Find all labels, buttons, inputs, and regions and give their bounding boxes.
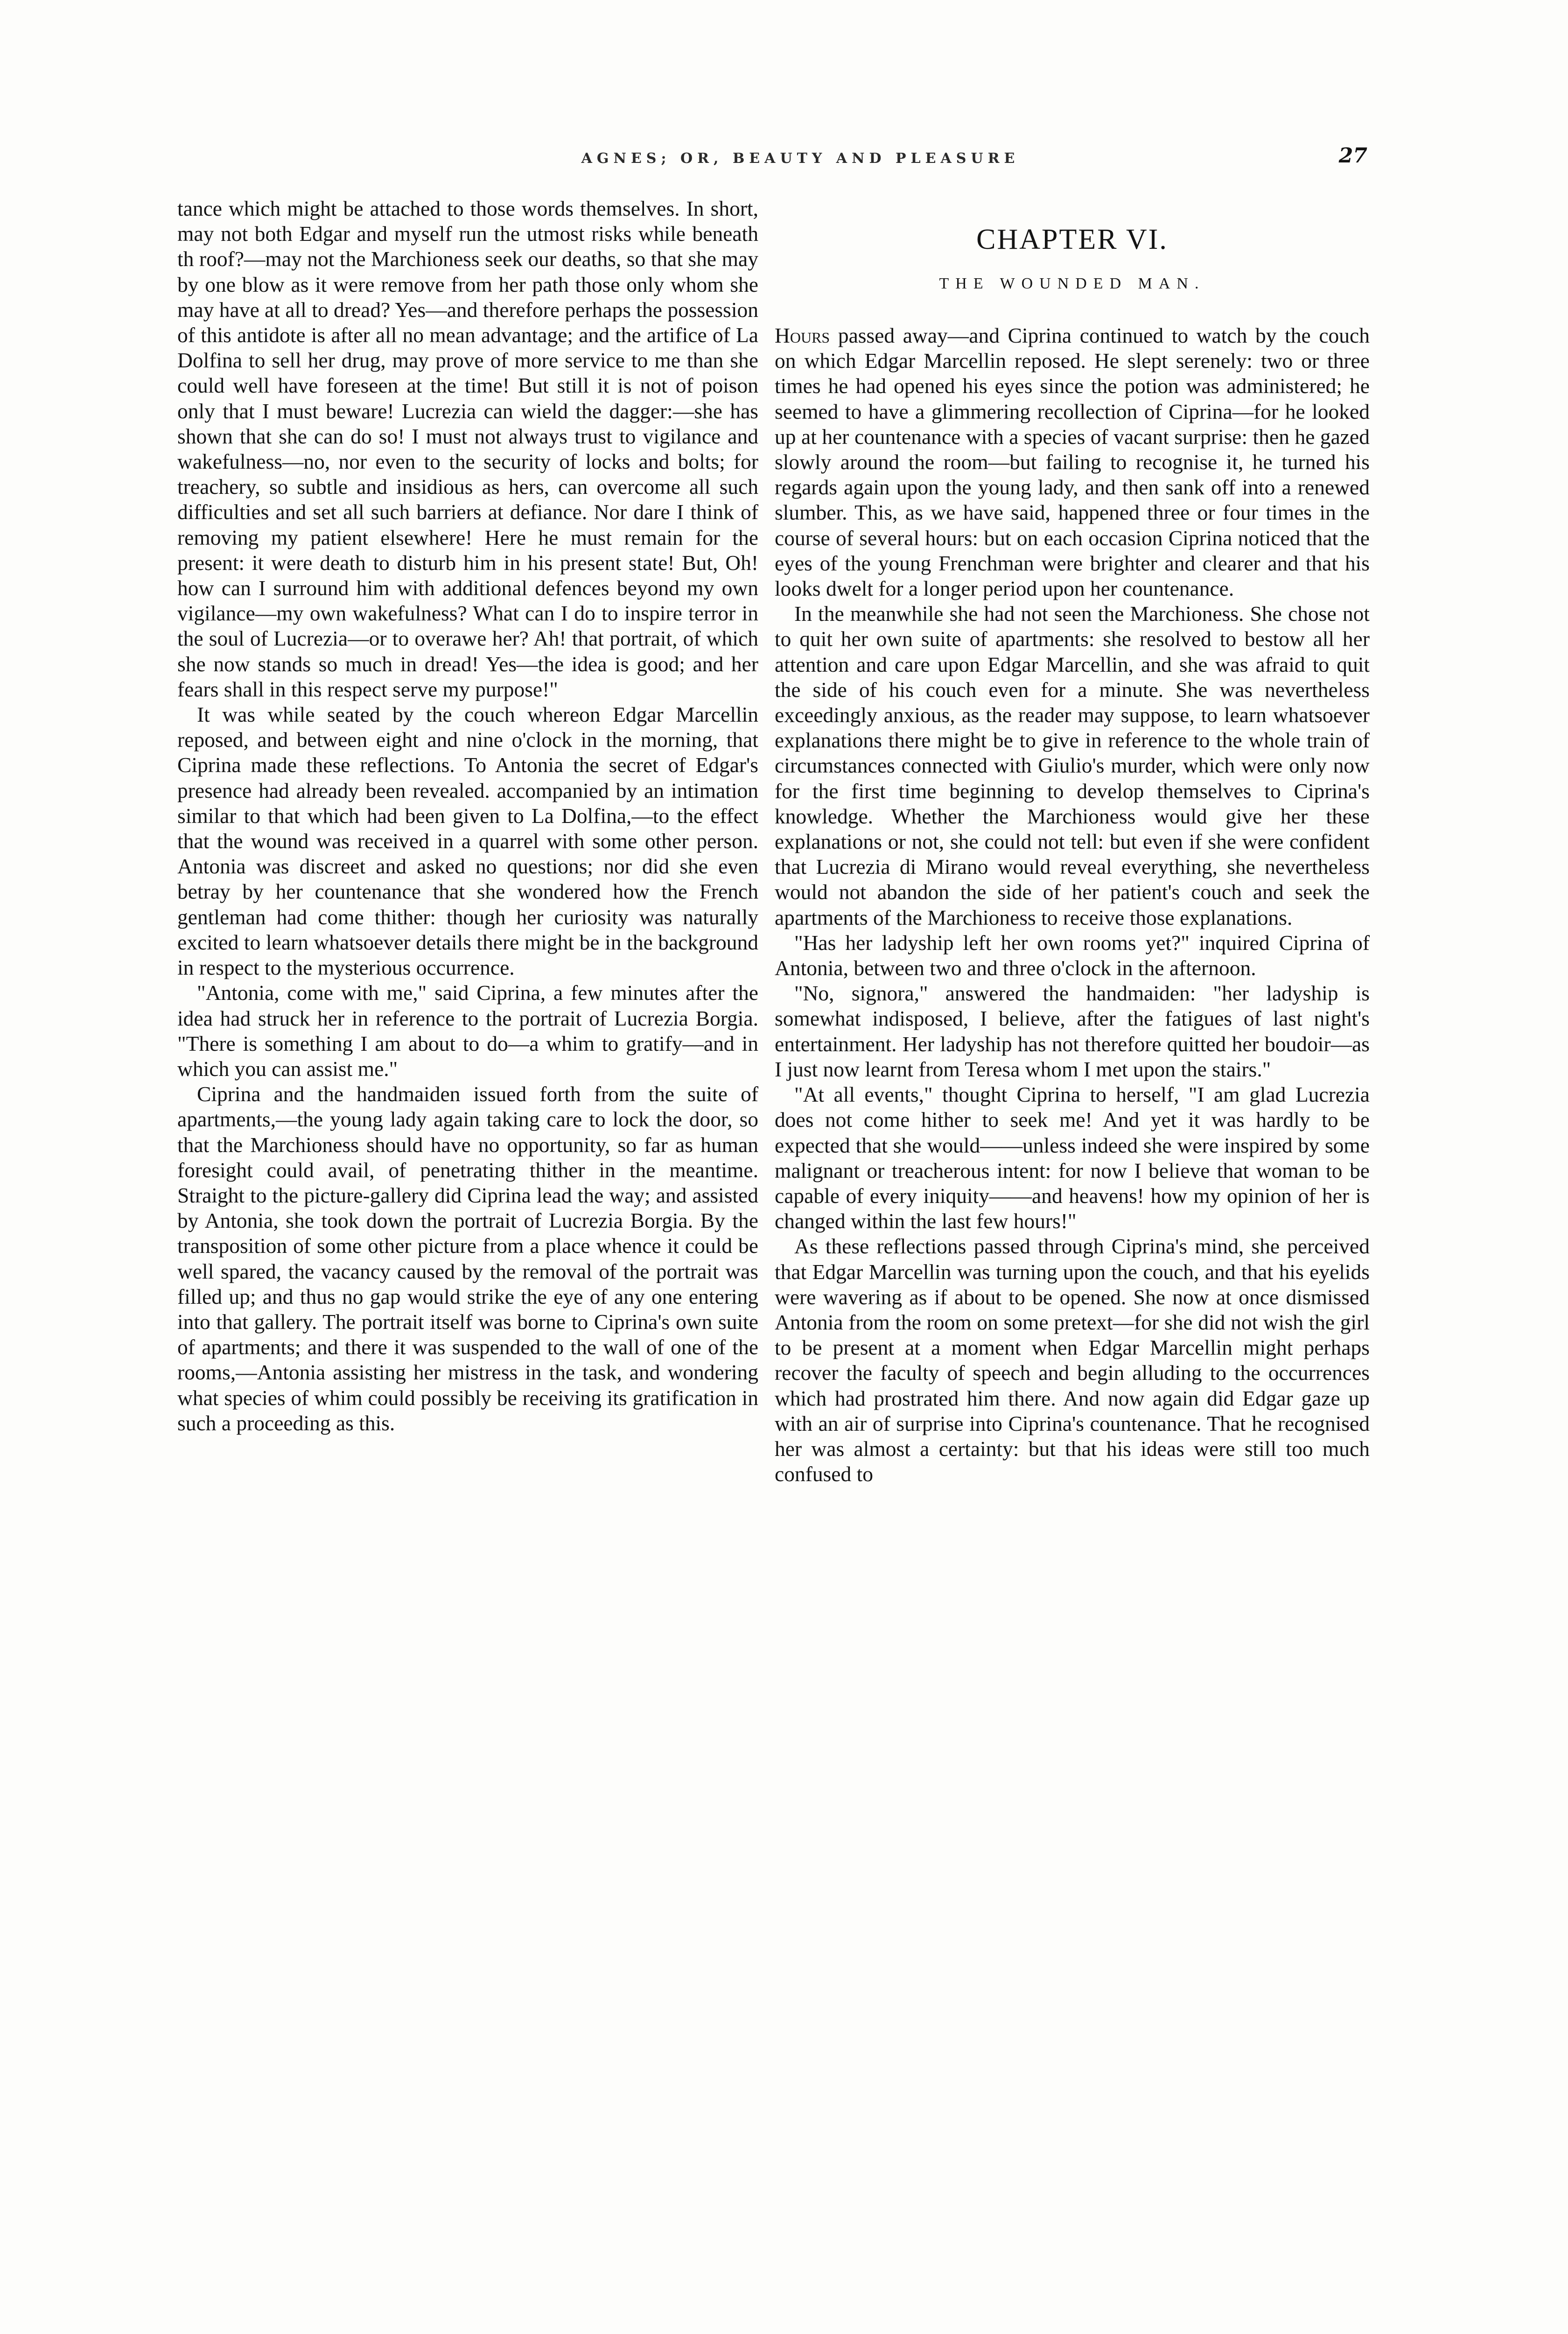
- running-head: AGNES; OR, BEAUTY AND PLEASURE: [581, 150, 1020, 167]
- paragraph: It was while seated by the couch whereon Edgar Marcellin reposed, and between eight and nine o'clock in the morning, that Ciprina made these reflections. To Antonia the secret of Edgar's presence had already been revealed. accompanied by an intimation similar to that which had been given to La Dolfina,—to the effect that the wound was received in a quarrel with some other person. Antonia was discreet and asked no questions; nor did she even betray by her countenance that she wondered how the French gentleman had come thither: though her curiosity was naturally excited to learn whatsoever details there might be in the background in respect to the mysterious occurrence.: [177, 703, 758, 980]
- page-number: 27: [1338, 144, 1367, 168]
- chapter-title: CHAPTER VI.: [976, 224, 1168, 255]
- paragraph: Ciprina and the handmaiden issued forth from the suite of apartments,—the young lady again taking care to lock the door, so that the Marchioness should have no opportunity, so far as human foresight could avail, of penetrating thither in the meantime. Straight to the picture-gallery did Ciprina lead the way; and assisted by Antonia, she took down the portrait of Lucrezia Borgia. By the transposition of some other picture from a place whence it could be well spared, the vacancy caused by the removal of the portrait was filled up; and thus no gap would strike the eye of any one entering into that gallery. The portrait itself was borne to Ciprina's own suite of apartments; and there it was suspended to the wall of one of the rooms,—Antonia assisting her mistress in the task, and wondering what species of whim could possibly be receiving its gratification in such a proceeding as this.: [177, 1082, 758, 1435]
- paragraph: "At all events," thought Ciprina to herself, "I am glad Lucrezia does not come hither to seek me! And yet it was hardly to be expected that she would——unless indeed she were inspired by some malignant or treacherous intent: for now I believe that woman to be capable of every iniquity——and heavens! how my opinion of her is changed within the last few hours!": [775, 1083, 1370, 1233]
- opening-word: Hours: [775, 323, 830, 347]
- paragraph: As these reflections passed through Ciprina's mind, she perceived that Edgar Marcellin was turning upon the couch, and that his eyelids were wavering as if about to be opened. She now at once dismissed Antonia from the room on some pretext—for she did not wish the girl to be present at a moment when Edgar Marcellin might perhaps recover the faculty of speech and begin alluding to the occurrences which had prostrated him there. And now again did Edgar gaze up with an air of surprise into Ciprina's countenance. That he recognised her was almost a certainty: but that his ideas were still too much confused to: [775, 1234, 1370, 1486]
- left-column: [177, 196, 758, 1436]
- paragraph: "No, signora," answered the handmaiden: "her ladyship is somewhat indisposed, I believe, after the fatigues of last night's entertainment. Her ladyship has not therefore quitted her boudoir—as I just now learnt from Teresa whom I met upon the stairs.": [775, 981, 1370, 1081]
- paragraph: "Has her ladyship left her own rooms yet?" inquired Ciprina of Antonia, between two and three o'clock in the afternoon.: [775, 930, 1370, 980]
- right-column: [775, 196, 1370, 1487]
- paragraph: tance which might be attached to those words themselves. In short, may not both Edgar and myself run the utmost risks while beneath th roof?—may not the Marchioness seek our deaths, so that she may by one blow as it were remove from her path those only whom she may have at all to dread? Yes—and therefore perhaps the possession of this antidote is after all no mean advantage; and the artifice of La Dolfina to sell her drug, may prove of more service to me than she could well have foreseen at the time! But still it is not of poison only that I must beware! Lucrezia can wield the dagger:—she has shown that she can do so! I must not always trust to vigilance and wakefulness—no, nor even to the security of locks and bolts; for treachery, so subtle and insidious as hers, can overcome all such difficulties and set all such barriers at defiance. Nor dare I think of removing my patient elsewhere! Here he must remain for the present: it were death to disturb him in his present state! But, Oh! how can I surround him with additional defences beyond my own vigilance—my own wakefulness? What can I do to inspire terror in the soul of Lucrezia—or to overawe her? Ah! that portrait, of which she now stands so much in dread! Yes—the idea is good; and her fears shall in this respect serve my purpose!": [177, 197, 758, 701]
- chapter-subtitle: THE WOUNDED MAN.: [939, 275, 1205, 292]
- paragraph: "Antonia, come with me," said Ciprina, a few minutes after the idea had struck her in reference to the portrait of Lucrezia Borgia. "There is something I am about to do—a whim to gratify—and in which you can assist me.": [177, 981, 758, 1081]
- opening-paragraph-text: passed away—and Ciprina continued to watch by the couch on which Edgar Marcellin reposed. He slept serenely: two or three times he had opened his eyes since the potion was administered; he seemed to have a glimmering recollection of Ciprina—for he looked up at her countenance with a species of vacant surprise: then he gazed slowly around the room—but failing to recognise it, he turned his regards again upon the young lady, and then sank off into a renewed slumber. This, as we have said, happened three or four times in the course of several hours: but on each occasion Ciprina noticed that the eyes of the young Frenchman were brighter and clearer and that his looks dwelt for a longer period upon her countenance.: [775, 323, 1370, 601]
- opening-paragraph: [775, 323, 1370, 601]
- paragraph: In the meanwhile she had not seen the Marchioness. She chose not to quit her own suite of apartments: she resolved to bestow all her attention and care upon Edgar Marcellin, and she was afraid to quit the side of his couch even for a minute. She was nevertheless exceedingly anxious, as the reader may suppose, to learn whatsoever explanations there might be to give in reference to the whole train of circumstances connected with Giulio's murder, which were only now for the first time beginning to develop themselves to Ciprina's knowledge. Whether the Marchioness would give her these explanations or not, she could not tell: but even if she were confident that Lucrezia di Mirano would reveal everything, she nevertheless would not abandon the side of her patient's couch and seek the apartments of the Marchioness to receive those explanations.: [775, 602, 1370, 929]
